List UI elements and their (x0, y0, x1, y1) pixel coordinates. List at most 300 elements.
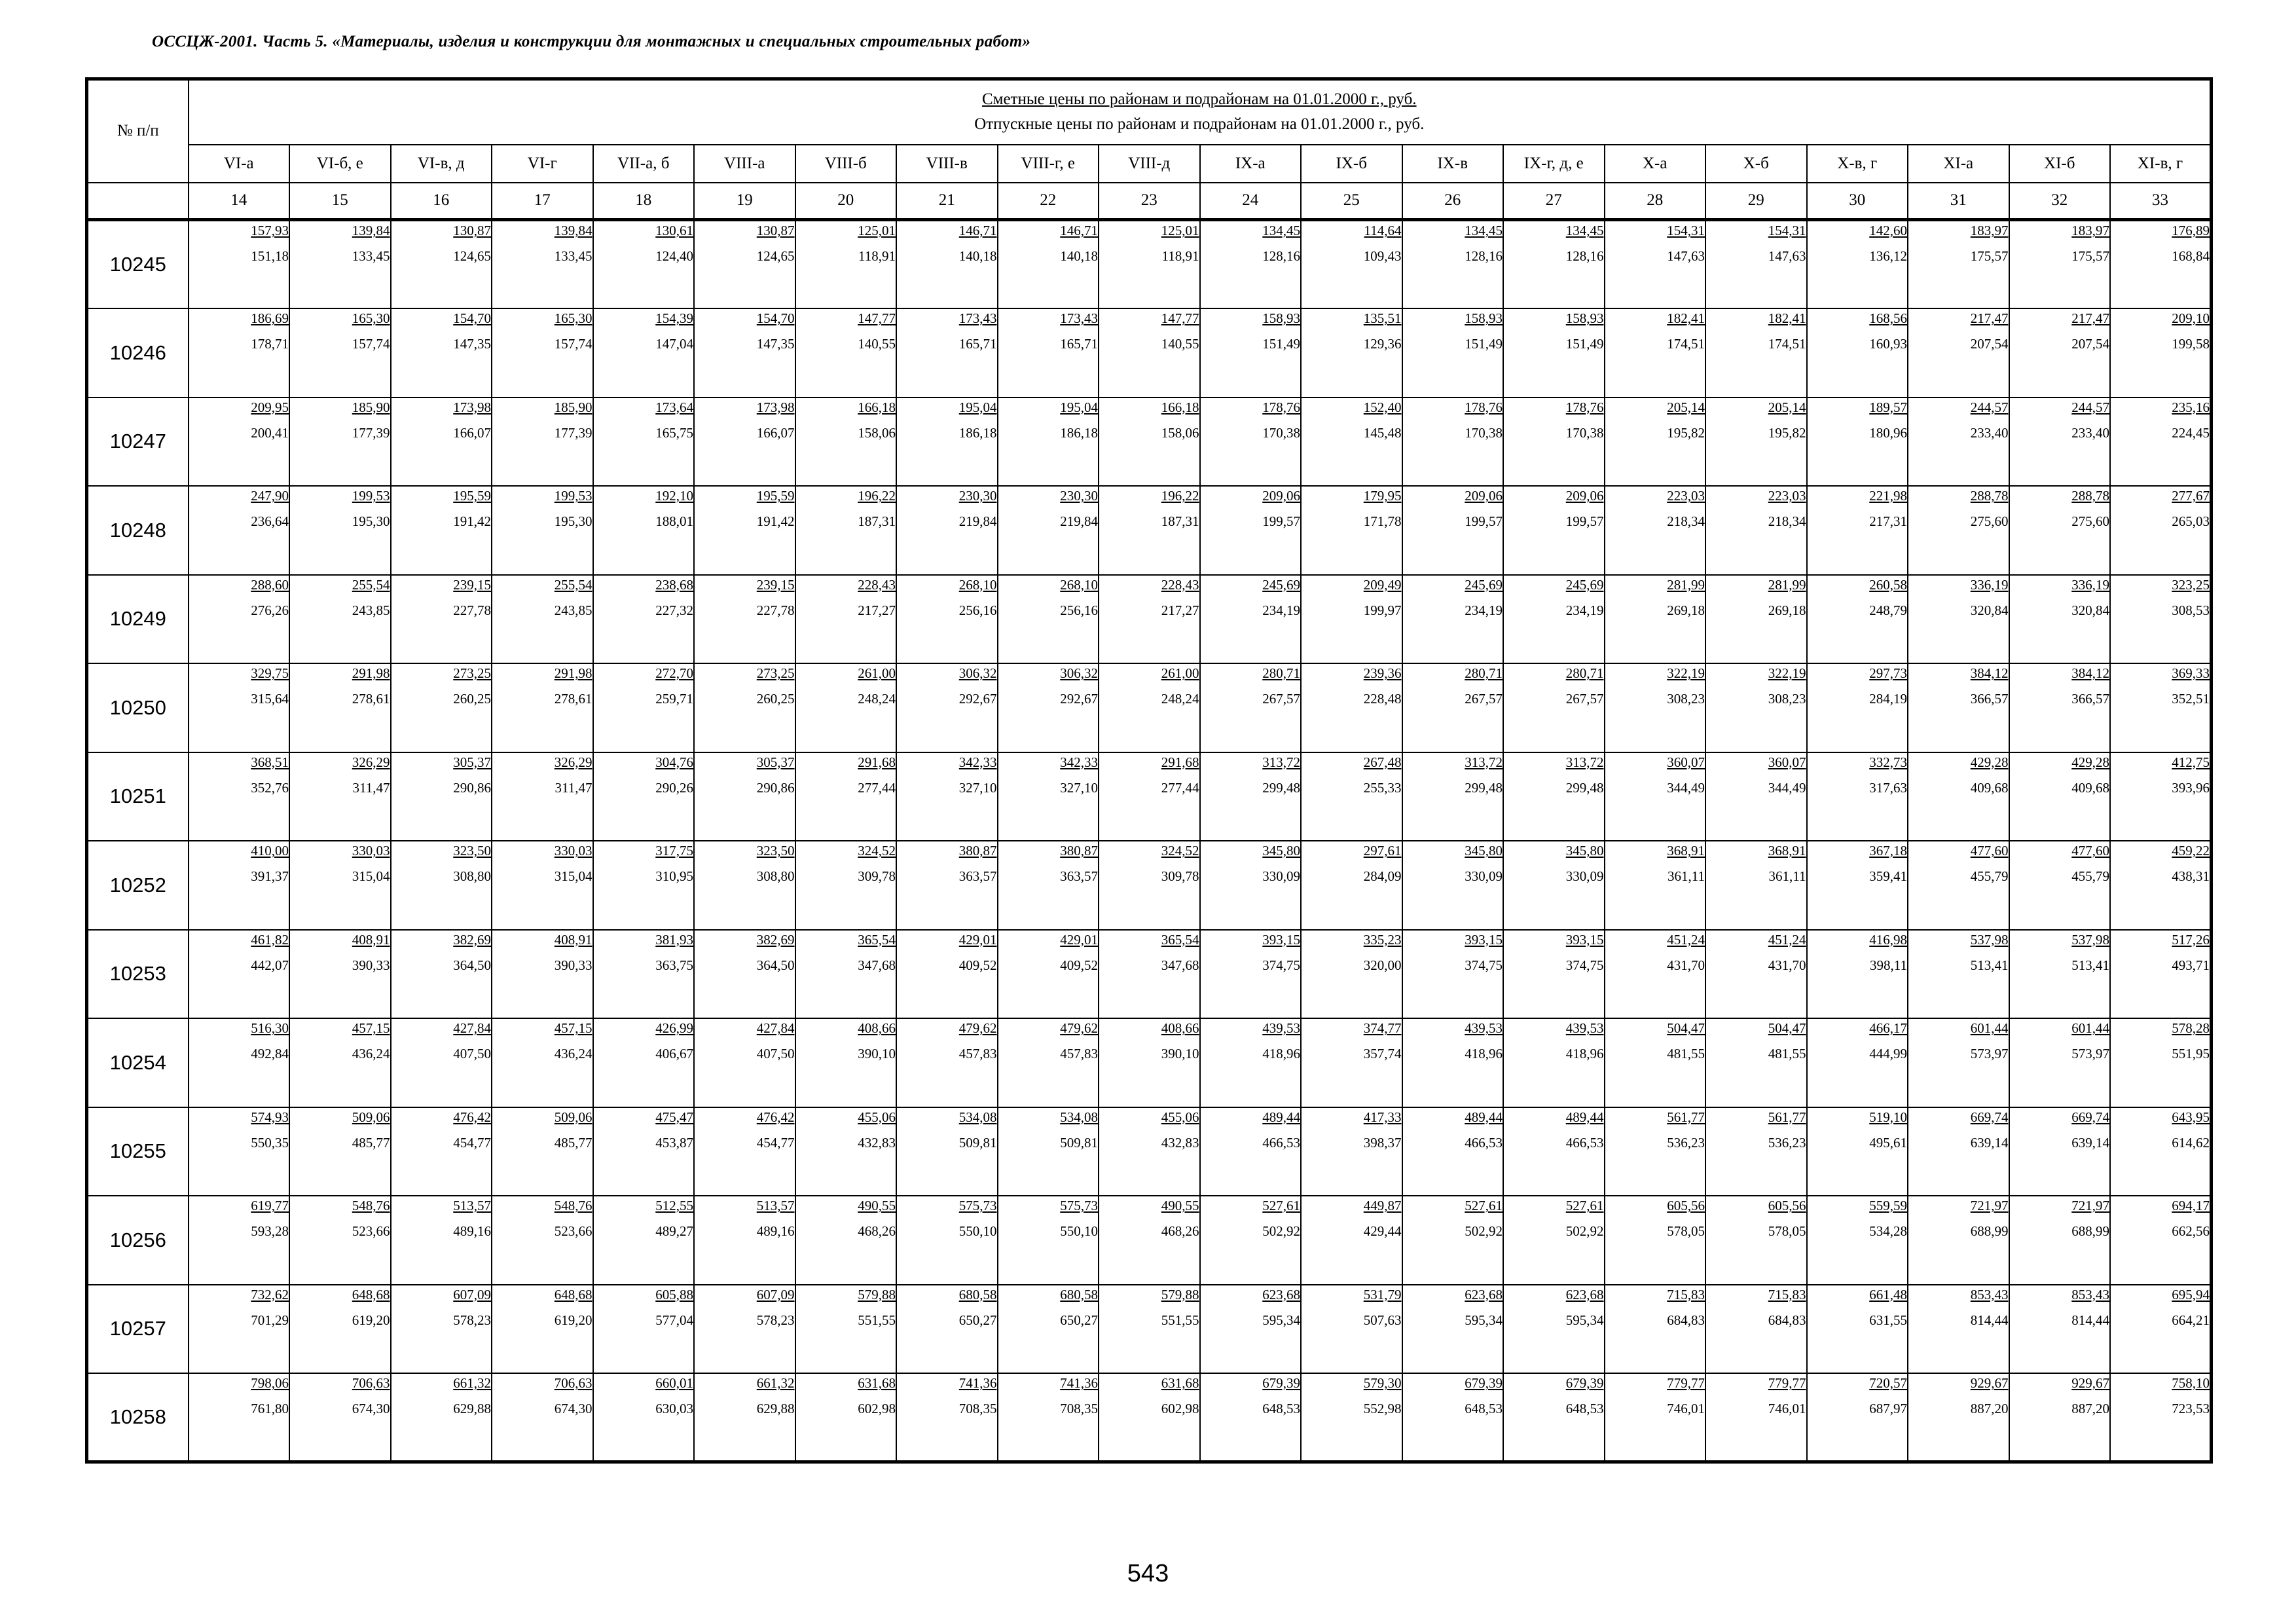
column-number: 18 (593, 183, 695, 220)
release-price: 648,53 (1565, 1401, 1604, 1416)
estimate-price: 313,72 (1262, 754, 1300, 770)
price-cell (2110, 308, 2212, 397)
price-cell (795, 1285, 897, 1374)
price-cell (492, 841, 593, 930)
price-cell (2110, 486, 2212, 575)
estimate-price: 245,69 (1262, 576, 1300, 593)
price-cell (795, 752, 897, 841)
release-price: 308,23 (1768, 691, 1806, 707)
release-price: 160,93 (1869, 336, 1907, 352)
estimate-price: 489,44 (1262, 1109, 1300, 1125)
price-cell (1807, 752, 1908, 841)
release-price: 218,34 (1667, 513, 1705, 529)
release-price: 489,27 (655, 1223, 693, 1239)
estimate-price: 853,43 (1970, 1286, 2009, 1302)
price-cell (189, 220, 290, 309)
release-price: 629,88 (453, 1401, 491, 1416)
estimate-price: 660,01 (655, 1375, 693, 1391)
estimate-price: 146,71 (958, 223, 997, 238)
price-cell (1503, 841, 1605, 930)
row-number: 10253 (87, 930, 189, 1019)
release-price: 436,24 (352, 1046, 390, 1061)
price-cell (694, 1107, 795, 1196)
price-cell (1200, 1107, 1302, 1196)
release-price: 390,10 (858, 1046, 896, 1061)
price-cell (2009, 663, 2111, 752)
release-price: 364,50 (453, 957, 491, 973)
estimate-price: 439,53 (1262, 1020, 1300, 1036)
release-price: 347,68 (858, 957, 896, 973)
price-cell (998, 841, 1099, 930)
estimate-price: 601,44 (2071, 1020, 2109, 1036)
estimate-price: 623,68 (1565, 1286, 1604, 1302)
price-cell (1099, 575, 1200, 664)
estimate-price: 326,29 (352, 754, 390, 770)
district-header: X-а (1605, 145, 1706, 183)
estimate-price: 741,36 (958, 1375, 997, 1391)
release-price: 534,28 (1869, 1223, 1907, 1239)
estimate-price: 323,25 (2172, 576, 2210, 593)
price-cell (1807, 841, 1908, 930)
district-header: XI-а (1908, 145, 2009, 183)
price-cell (1402, 1196, 1504, 1285)
estimate-price: 146,71 (1060, 223, 1098, 238)
release-price: 366,57 (1970, 691, 2009, 707)
price-cell (289, 1107, 391, 1196)
price-cell (289, 752, 391, 841)
estimate-price: 720,57 (1869, 1375, 1907, 1391)
estimate-price: 477,60 (1970, 843, 2009, 858)
estimate-price: 631,68 (858, 1375, 896, 1391)
release-price: 175,57 (2071, 248, 2109, 264)
column-number: 16 (391, 183, 492, 220)
release-price: 523,66 (554, 1223, 592, 1239)
price-cell (1200, 930, 1302, 1019)
release-price: 269,18 (1667, 602, 1705, 618)
release-price: 708,35 (1060, 1401, 1098, 1416)
release-price: 374,75 (1262, 957, 1300, 973)
release-price: 166,07 (453, 424, 491, 441)
estimate-price: 326,29 (554, 754, 592, 770)
price-cell (1705, 1107, 1807, 1196)
estimate-price: 305,37 (453, 754, 491, 770)
estimate-price: 429,28 (1970, 754, 2009, 770)
release-price: 418,96 (1565, 1046, 1604, 1061)
price-cell (1807, 308, 1908, 397)
release-price: 523,66 (352, 1223, 390, 1239)
release-price: 267,57 (1565, 691, 1604, 707)
price-cell (1605, 841, 1706, 930)
release-price: 550,10 (958, 1223, 997, 1239)
price-cell (694, 841, 795, 930)
release-price: 436,24 (554, 1046, 592, 1061)
release-price: 256,16 (1060, 602, 1098, 618)
row-number-header: № п/п (87, 79, 189, 183)
district-header: VI-г (492, 145, 593, 183)
estimate-price: 680,58 (1060, 1286, 1098, 1302)
estimate-price: 166,18 (858, 399, 896, 415)
release-price: 147,35 (453, 336, 491, 352)
estimate-price: 178,76 (1565, 399, 1604, 415)
release-price: 299,48 (1465, 779, 1503, 796)
estimate-price: 221,98 (1869, 488, 1907, 504)
release-price-title: Отпускные цены по районам и подрайонам на 01.01.2000 г., руб. (974, 115, 1425, 134)
estimate-price: 519,10 (1869, 1109, 1907, 1125)
estimate-price: 623,68 (1465, 1286, 1503, 1302)
price-cell (998, 486, 1099, 575)
estimate-price: 679,39 (1262, 1375, 1300, 1391)
column-number: 33 (2110, 183, 2212, 220)
column-number: 23 (1099, 183, 1200, 220)
estimate-price: 280,71 (1262, 665, 1300, 681)
district-header: XI-в, г (2110, 145, 2212, 183)
price-cell (896, 663, 998, 752)
estimate-price: 429,28 (2071, 754, 2109, 770)
estimate-price: 185,90 (554, 399, 592, 415)
release-price: 309,78 (1161, 868, 1199, 884)
price-cell (1807, 397, 1908, 487)
estimate-price: 183,97 (1970, 223, 2009, 238)
price-cell (1099, 1373, 1200, 1462)
price-cell (1807, 1285, 1908, 1374)
release-price: 165,71 (1060, 336, 1098, 352)
price-cell (795, 1018, 897, 1107)
price-cell (795, 397, 897, 487)
release-price: 140,18 (1060, 248, 1098, 264)
estimate-price: 374,77 (1363, 1020, 1402, 1036)
price-cell (391, 1285, 492, 1374)
estimate-price: 196,22 (1161, 488, 1199, 504)
estimate-price: 509,06 (352, 1109, 390, 1125)
estimate-price: 853,43 (2071, 1286, 2109, 1302)
release-price: 320,84 (2071, 602, 2109, 618)
price-cell (1807, 486, 1908, 575)
release-price: 191,42 (756, 513, 795, 529)
price-cell (189, 841, 290, 930)
release-price: 124,65 (756, 248, 795, 264)
price-cell (1099, 841, 1200, 930)
estimate-price: 504,47 (1768, 1020, 1806, 1036)
price-cell (1099, 397, 1200, 487)
release-price: 708,35 (958, 1401, 997, 1416)
estimate-price: 268,10 (1060, 576, 1098, 593)
price-cell (391, 486, 492, 575)
price-cell (492, 752, 593, 841)
table-row (87, 575, 2212, 664)
release-price: 178,71 (251, 336, 289, 352)
price-cell (1908, 1196, 2009, 1285)
estimate-price: 534,08 (1060, 1109, 1098, 1125)
column-number: 21 (896, 183, 998, 220)
estimate-price: 680,58 (958, 1286, 997, 1302)
estimate-price: 451,24 (1768, 931, 1806, 948)
release-price: 207,54 (1970, 336, 2009, 352)
price-cell (1402, 1285, 1504, 1374)
estimate-price: 228,43 (858, 576, 896, 593)
release-price: 165,71 (958, 336, 997, 352)
price-cell (1301, 1373, 1402, 1462)
release-price: 166,07 (756, 424, 795, 441)
price-cell (1200, 220, 1302, 309)
price-cell (492, 1107, 593, 1196)
release-price: 186,18 (1060, 424, 1098, 441)
price-cell (1605, 752, 1706, 841)
release-price: 186,18 (958, 424, 997, 441)
price-cell (1402, 397, 1504, 487)
release-price: 317,63 (1869, 779, 1907, 796)
estimate-price: 706,63 (554, 1375, 592, 1391)
release-price: 390,10 (1161, 1046, 1199, 1061)
estimate-price: 512,55 (655, 1198, 693, 1213)
release-price: 466,53 (1465, 1134, 1503, 1151)
estimate-price: 317,75 (655, 843, 693, 858)
estimate-price: 235,16 (2172, 399, 2210, 415)
price-cell (1200, 397, 1302, 487)
estimate-price: 239,36 (1363, 665, 1402, 681)
price-cell (492, 930, 593, 1019)
price-cell (1099, 1018, 1200, 1107)
release-price: 550,10 (1060, 1223, 1098, 1239)
price-cell (391, 397, 492, 487)
estimate-price: 230,30 (1060, 488, 1098, 504)
price-cell (289, 1373, 391, 1462)
estimate-price: 189,57 (1869, 399, 1907, 415)
estimate-price: 223,03 (1768, 488, 1806, 504)
estimate-price: 288,78 (1970, 488, 2009, 504)
release-price: 118,91 (1161, 248, 1199, 264)
price-cell (2009, 930, 2111, 1019)
district-header: VIII-д (1099, 145, 1200, 183)
release-price: 236,64 (251, 513, 289, 529)
estimate-price: 223,03 (1667, 488, 1705, 504)
price-cell (1503, 1107, 1605, 1196)
release-price: 887,20 (2071, 1401, 2109, 1416)
estimate-price: 261,00 (1161, 665, 1199, 681)
price-cell (2009, 752, 2111, 841)
price-cell (391, 575, 492, 664)
release-price: 277,44 (858, 779, 896, 796)
price-cell (2009, 1285, 2111, 1374)
price-cell (1705, 1373, 1807, 1462)
column-number: 26 (1402, 183, 1504, 220)
release-price: 199,57 (1262, 513, 1300, 529)
estimate-price: 607,09 (756, 1286, 795, 1302)
estimate-price: 230,30 (958, 488, 997, 504)
price-cell (896, 1018, 998, 1107)
release-price: 390,33 (554, 957, 592, 973)
estimate-price: 228,43 (1161, 576, 1199, 593)
price-cell (1402, 575, 1504, 664)
release-price: 442,07 (251, 957, 289, 973)
price-cell (1301, 397, 1402, 487)
release-price: 761,80 (251, 1401, 289, 1416)
price-cell (1503, 220, 1605, 309)
price-cell (2110, 752, 2212, 841)
price-cell (1503, 930, 1605, 1019)
release-price: 466,53 (1565, 1134, 1604, 1151)
price-cell (998, 752, 1099, 841)
price-cell (492, 397, 593, 487)
row-number: 10248 (87, 486, 189, 575)
price-cell (1807, 220, 1908, 309)
price-cell (694, 220, 795, 309)
release-price: 227,78 (756, 602, 795, 618)
release-price: 509,81 (958, 1134, 997, 1151)
table-title-row (87, 79, 2212, 145)
release-price: 398,37 (1363, 1134, 1402, 1151)
price-cell (391, 1018, 492, 1107)
release-price: 275,60 (1970, 513, 2009, 529)
release-price: 330,09 (1465, 868, 1503, 884)
estimate-price: 513,57 (756, 1198, 795, 1213)
district-header: X-в, г (1807, 145, 1908, 183)
estimate-price: 335,23 (1363, 931, 1402, 948)
table-body (87, 220, 2212, 1462)
price-cell (1908, 308, 2009, 397)
estimate-price: 513,57 (453, 1198, 491, 1213)
price-cell (1301, 663, 1402, 752)
release-price: 292,67 (958, 691, 997, 707)
estimate-price: 345,80 (1565, 843, 1604, 858)
price-cell (694, 1196, 795, 1285)
estimate-price: 304,76 (655, 754, 693, 770)
estimate-price: 134,45 (1565, 223, 1604, 238)
release-price: 502,92 (1465, 1223, 1503, 1239)
release-price: 310,95 (655, 868, 693, 884)
district-header: VIII-б (795, 145, 897, 183)
estimate-price: 280,71 (1465, 665, 1503, 681)
price-cell (998, 930, 1099, 1019)
price-cell (593, 1018, 695, 1107)
table-row (87, 308, 2212, 397)
release-price: 109,43 (1363, 248, 1402, 264)
release-price: 195,30 (554, 513, 592, 529)
release-price: 217,27 (1161, 602, 1199, 618)
release-price: 364,50 (756, 957, 795, 973)
release-price: 284,09 (1363, 868, 1402, 884)
release-price: 536,23 (1667, 1134, 1705, 1151)
release-price: 187,31 (1161, 513, 1199, 529)
estimate-price: 661,48 (1869, 1286, 1907, 1302)
release-price: 330,09 (1565, 868, 1604, 884)
price-cell (492, 486, 593, 575)
district-header: VI-б, е (289, 145, 391, 183)
price-cell (593, 486, 695, 575)
price-cell (2009, 1373, 2111, 1462)
release-price: 233,40 (2071, 424, 2109, 441)
estimate-price: 173,98 (453, 399, 491, 415)
release-price: 639,14 (2071, 1134, 2109, 1151)
estimate-price: 154,70 (453, 310, 491, 326)
estimate-price: 158,93 (1262, 310, 1300, 326)
estimate-price: 578,28 (2172, 1020, 2210, 1036)
release-price: 168,84 (2172, 248, 2210, 264)
estimate-price: 139,84 (352, 223, 390, 238)
estimate-price: 679,39 (1565, 1375, 1604, 1391)
release-price: 145,48 (1363, 424, 1402, 441)
release-price: 290,86 (453, 779, 491, 796)
release-price: 457,83 (1060, 1046, 1098, 1061)
estimate-price: 244,57 (1970, 399, 2009, 415)
price-cell (2110, 1373, 2212, 1462)
release-price: 664,21 (2172, 1312, 2210, 1328)
column-number: 29 (1705, 183, 1807, 220)
estimate-price: 273,25 (756, 665, 795, 681)
release-price: 260,25 (453, 691, 491, 707)
estimate-price: 490,55 (1161, 1198, 1199, 1213)
estimate-price: 139,84 (554, 223, 592, 238)
estimate-price: 173,98 (756, 399, 795, 415)
estimate-price: 605,88 (655, 1286, 693, 1302)
estimate-price: 648,68 (554, 1286, 592, 1302)
release-price: 315,04 (352, 868, 390, 884)
column-number: 20 (795, 183, 897, 220)
estimate-price: 365,54 (858, 931, 896, 948)
price-cell (896, 930, 998, 1019)
estimate-price: 360,07 (1768, 754, 1806, 770)
price-cell (896, 220, 998, 309)
release-price: 133,45 (352, 248, 390, 264)
price-cell (289, 1018, 391, 1107)
price-cell (492, 575, 593, 664)
release-price: 481,55 (1667, 1046, 1705, 1061)
release-price: 199,57 (1465, 513, 1503, 529)
estimate-price: 669,74 (2071, 1109, 2109, 1125)
price-cell (492, 1196, 593, 1285)
estimate-price: 209,95 (251, 399, 289, 415)
release-price: 227,32 (655, 602, 693, 618)
column-number: 22 (998, 183, 1099, 220)
release-price: 489,16 (756, 1223, 795, 1239)
price-cell (1705, 486, 1807, 575)
price-cell (1908, 1373, 2009, 1462)
price-cell (2110, 1107, 2212, 1196)
price-cell (2110, 841, 2212, 930)
release-price: 157,74 (554, 336, 592, 352)
table-row (87, 1373, 2212, 1462)
price-cell (694, 1018, 795, 1107)
estimate-price: 929,67 (2071, 1375, 2109, 1391)
release-price: 255,33 (1363, 779, 1402, 796)
price-cell (694, 397, 795, 487)
price-cell (1908, 220, 2009, 309)
estimate-price: 504,47 (1667, 1020, 1705, 1036)
release-price: 485,77 (554, 1134, 592, 1151)
estimate-price: 721,97 (2071, 1198, 2109, 1213)
release-price: 260,25 (756, 691, 795, 707)
estimate-price: 537,98 (1970, 931, 2009, 948)
release-price: 551,55 (858, 1312, 896, 1328)
release-price: 418,96 (1262, 1046, 1300, 1061)
release-price: 234,19 (1262, 602, 1300, 618)
price-cell (1099, 663, 1200, 752)
price-cell (2009, 486, 2111, 575)
price-cell (593, 1285, 695, 1374)
price-cell (189, 1285, 290, 1374)
price-cell (1605, 930, 1706, 1019)
release-price: 619,20 (352, 1312, 390, 1328)
release-price: 128,16 (1565, 248, 1604, 264)
price-cell (1402, 486, 1504, 575)
release-price: 595,34 (1565, 1312, 1604, 1328)
price-cell (795, 486, 897, 575)
price-cell (1200, 1018, 1302, 1107)
estimate-price: 322,19 (1667, 665, 1705, 681)
release-price: 578,23 (756, 1312, 795, 1328)
price-cell (1908, 397, 2009, 487)
release-price: 398,11 (1870, 957, 1907, 973)
price-cell (2110, 1285, 2212, 1374)
